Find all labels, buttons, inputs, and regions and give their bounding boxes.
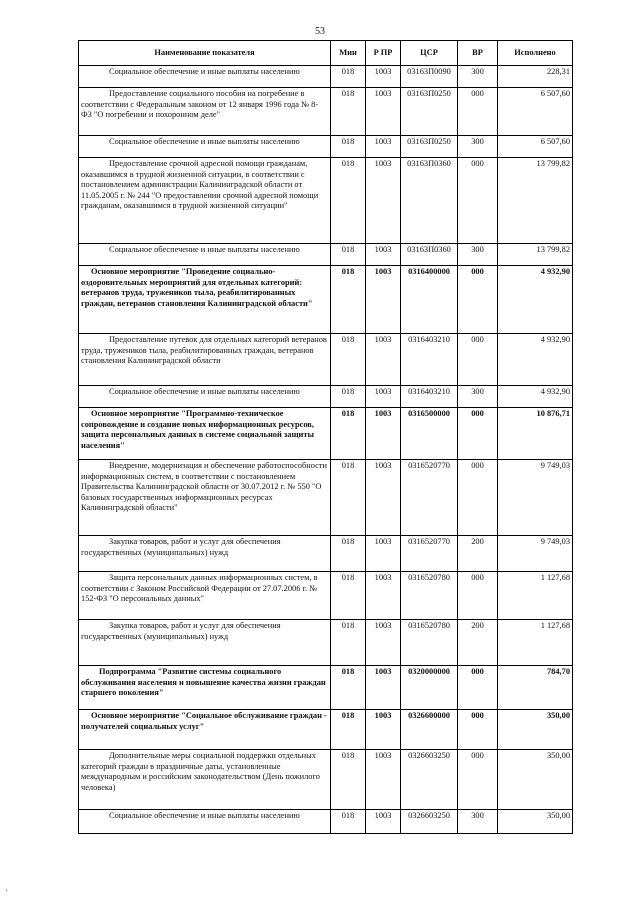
table-row — [79, 386, 573, 408]
row-expense-type-cell: 200 — [458, 620, 498, 666]
row-section-cell: 1003 — [366, 666, 401, 710]
row-name-cell: Защита персональных данных информационных систем, в соответствии с Законом Российской Федерации от 27.07.2006 г. № 152-ФЗ "О персональных данных" — [79, 572, 331, 620]
row-expense-type-cell: 300 — [458, 386, 498, 408]
row-target-article-cell: 0316500000 — [401, 408, 458, 460]
row-executed-cell: 350,00 — [498, 810, 573, 834]
budget-table — [78, 40, 573, 834]
row-executed-cell: 4 932,90 — [498, 386, 573, 408]
row-name-cell: Основное мероприятие "Социальное обслуживание граждан - получателей социальных услуг" — [79, 710, 331, 750]
row-target-article-cell: 0326603250 — [401, 750, 458, 810]
page-number: 53 — [315, 26, 325, 37]
header-indicator-name: Наименование показателя — [79, 41, 331, 66]
row-ministry-cell: 018 — [331, 666, 366, 710]
row-ministry-cell: 018 — [331, 158, 366, 244]
table-row — [79, 244, 573, 266]
table-row — [79, 572, 573, 620]
row-target-article-cell: 03163П0360 — [401, 244, 458, 266]
row-expense-type-cell: 000 — [458, 408, 498, 460]
row-name-cell: Социальное обеспечение и иные выплаты населению — [79, 386, 331, 408]
row-executed-cell: 350,00 — [498, 710, 573, 750]
row-name-cell: Основное мероприятие "Проведение социально-оздоровительных мероприятий для отдельных категорий: ветеранов труда, тружеников тыла, реабилитированных граждан, ветеранов становления Калининградской области" — [79, 266, 331, 334]
row-section-cell: 1003 — [366, 460, 401, 536]
row-target-article-cell: 03163П0090 — [401, 66, 458, 88]
table-row — [79, 408, 573, 460]
row-section-cell: 1003 — [366, 244, 401, 266]
row-target-article-cell: 0316403210 — [401, 334, 458, 386]
row-target-article-cell: 0316520780 — [401, 620, 458, 666]
row-expense-type-cell: 300 — [458, 244, 498, 266]
row-executed-cell: 9 749,03 — [498, 536, 573, 572]
table-row — [79, 266, 573, 334]
row-name-cell: Социальное обеспечение и иные выплаты населению — [79, 244, 331, 266]
row-section-cell: 1003 — [366, 710, 401, 750]
row-ministry-cell: 018 — [331, 710, 366, 750]
table-row — [79, 158, 573, 244]
row-expense-type-cell: 000 — [458, 158, 498, 244]
table-row — [79, 334, 573, 386]
row-section-cell: 1003 — [366, 572, 401, 620]
row-target-article-cell: 0326603250 — [401, 810, 458, 834]
row-ministry-cell: 018 — [331, 810, 366, 834]
row-ministry-cell: 018 — [331, 620, 366, 666]
row-executed-cell: 9 749,03 — [498, 460, 573, 536]
row-name-cell: Социальное обеспечение и иные выплаты населению — [79, 810, 331, 834]
row-target-article-cell: 0316520770 — [401, 460, 458, 536]
row-ministry-cell: 018 — [331, 334, 366, 386]
row-section-cell: 1003 — [366, 334, 401, 386]
header-ministry: Мин — [331, 41, 366, 66]
row-ministry-cell: 018 — [331, 266, 366, 334]
row-section-cell: 1003 — [366, 408, 401, 460]
row-target-article-cell: 0316400000 — [401, 266, 458, 334]
row-name-cell: Подпрограмма "Развитие системы социального обслуживания населения и повышение качества жизни граждан старшего поколения" — [79, 666, 331, 710]
header-target-article: ЦСР — [401, 41, 458, 66]
row-name-cell: Закупка товаров, работ и услуг для обеспечения государственных (муниципальных) нужд — [79, 620, 331, 666]
row-executed-cell: 6 507,60 — [498, 88, 573, 136]
table-row — [79, 620, 573, 666]
header-section: Р ПР — [366, 41, 401, 66]
table-row — [79, 810, 573, 834]
row-executed-cell: 13 799,82 — [498, 158, 573, 244]
row-expense-type-cell: 000 — [458, 710, 498, 750]
row-section-cell: 1003 — [366, 158, 401, 244]
row-name-cell: Основное мероприятие "Программно-техническое сопровождение и создание новых информационных ресурсов, защита персональных данных в системе социальной защиты населения" — [79, 408, 331, 460]
row-executed-cell: 784,70 — [498, 666, 573, 710]
row-target-article-cell: 0316403210 — [401, 386, 458, 408]
header-executed: Исполнено — [498, 41, 573, 66]
row-target-article-cell: 03163П0360 — [401, 158, 458, 244]
row-expense-type-cell: 000 — [458, 666, 498, 710]
row-ministry-cell: 018 — [331, 572, 366, 620]
row-ministry-cell: 018 — [331, 66, 366, 88]
row-name-cell: Внедрение, модернизация и обеспечение работоспособности информационных систем, в соответствии с постановлением Правительства Калининградской области от 30.07.2012 г. № 550 "О базовых государственных информационных ресурсах Калининградской области" — [79, 460, 331, 536]
row-ministry-cell: 018 — [331, 386, 366, 408]
row-section-cell: 1003 — [366, 536, 401, 572]
row-expense-type-cell: 200 — [458, 536, 498, 572]
row-section-cell: 1003 — [366, 136, 401, 158]
row-expense-type-cell: 000 — [458, 750, 498, 810]
row-executed-cell: 350,00 — [498, 750, 573, 810]
row-expense-type-cell: 300 — [458, 136, 498, 158]
row-name-cell: Дополнительные меры социальной поддержки отдельных категорий граждан в праздничные даты, установленные международным и российским законодательством (День пожилого человека) — [79, 750, 331, 810]
row-ministry-cell: 018 — [331, 536, 366, 572]
row-ministry-cell: 018 — [331, 136, 366, 158]
row-ministry-cell: 018 — [331, 408, 366, 460]
row-section-cell: 1003 — [366, 386, 401, 408]
row-executed-cell: 6 507,60 — [498, 136, 573, 158]
row-name-cell: Закупка товаров, работ и услуг для обеспечения государственных (муниципальных) нужд — [79, 536, 331, 572]
row-ministry-cell: 018 — [331, 88, 366, 136]
row-executed-cell: 4 932,90 — [498, 266, 573, 334]
row-section-cell: 1003 — [366, 266, 401, 334]
row-expense-type-cell: 000 — [458, 88, 498, 136]
row-executed-cell: 228,31 — [498, 66, 573, 88]
row-name-cell: Предоставление путевок для отдельных категорий ветеранов труда, тружеников тыла, реабилитированных граждан, ветеранов становления Калининградской области — [79, 334, 331, 386]
row-section-cell: 1003 — [366, 66, 401, 88]
row-ministry-cell: 018 — [331, 244, 366, 266]
row-target-article-cell: 0316520780 — [401, 572, 458, 620]
row-target-article-cell: 0320000000 — [401, 666, 458, 710]
row-expense-type-cell: 000 — [458, 460, 498, 536]
margin-mark: ' — [6, 888, 8, 897]
table-row — [79, 710, 573, 750]
table-row — [79, 750, 573, 810]
row-expense-type-cell: 000 — [458, 334, 498, 386]
row-executed-cell: 1 127,68 — [498, 620, 573, 666]
table-header-row — [79, 41, 573, 66]
row-section-cell: 1003 — [366, 620, 401, 666]
row-expense-type-cell: 000 — [458, 266, 498, 334]
table-row — [79, 66, 573, 88]
row-executed-cell: 1 127,68 — [498, 572, 573, 620]
row-section-cell: 1003 — [366, 810, 401, 834]
row-expense-type-cell: 300 — [458, 810, 498, 834]
row-target-article-cell: 0326600000 — [401, 710, 458, 750]
table-row — [79, 666, 573, 710]
row-executed-cell: 10 876,71 — [498, 408, 573, 460]
row-ministry-cell: 018 — [331, 460, 366, 536]
row-ministry-cell: 018 — [331, 750, 366, 810]
row-expense-type-cell: 000 — [458, 572, 498, 620]
row-target-article-cell: 03163П0250 — [401, 88, 458, 136]
row-section-cell: 1003 — [366, 750, 401, 810]
row-name-cell: Социальное обеспечение и иные выплаты населению — [79, 136, 331, 158]
row-executed-cell: 13 799,82 — [498, 244, 573, 266]
table-row — [79, 460, 573, 536]
row-target-article-cell: 03163П0250 — [401, 136, 458, 158]
row-target-article-cell: 0316520770 — [401, 536, 458, 572]
row-section-cell: 1003 — [366, 88, 401, 136]
header-expense-type: ВР — [458, 41, 498, 66]
row-name-cell: Социальное обеспечение и иные выплаты населению — [79, 66, 331, 88]
table-row — [79, 136, 573, 158]
row-expense-type-cell: 300 — [458, 66, 498, 88]
table-row — [79, 536, 573, 572]
table-row — [79, 88, 573, 136]
row-executed-cell: 4 932,90 — [498, 334, 573, 386]
row-name-cell: Предоставление срочной адресной помощи гражданам, оказавшимся в трудной жизненной ситуации, в соответствии с постановлением администрации Калининградской области от 11.05.2005 г. № 244 "О предоставлении срочной адресной помощи гражданам, оказавшимся в трудной жизненной ситуации" — [79, 158, 331, 244]
row-name-cell: Предоставление социального пособия на погребение в соответствии с Федеральным законом от 12 января 1996 года № 8-ФЗ "О погребении и похоронном деле" — [79, 88, 331, 136]
